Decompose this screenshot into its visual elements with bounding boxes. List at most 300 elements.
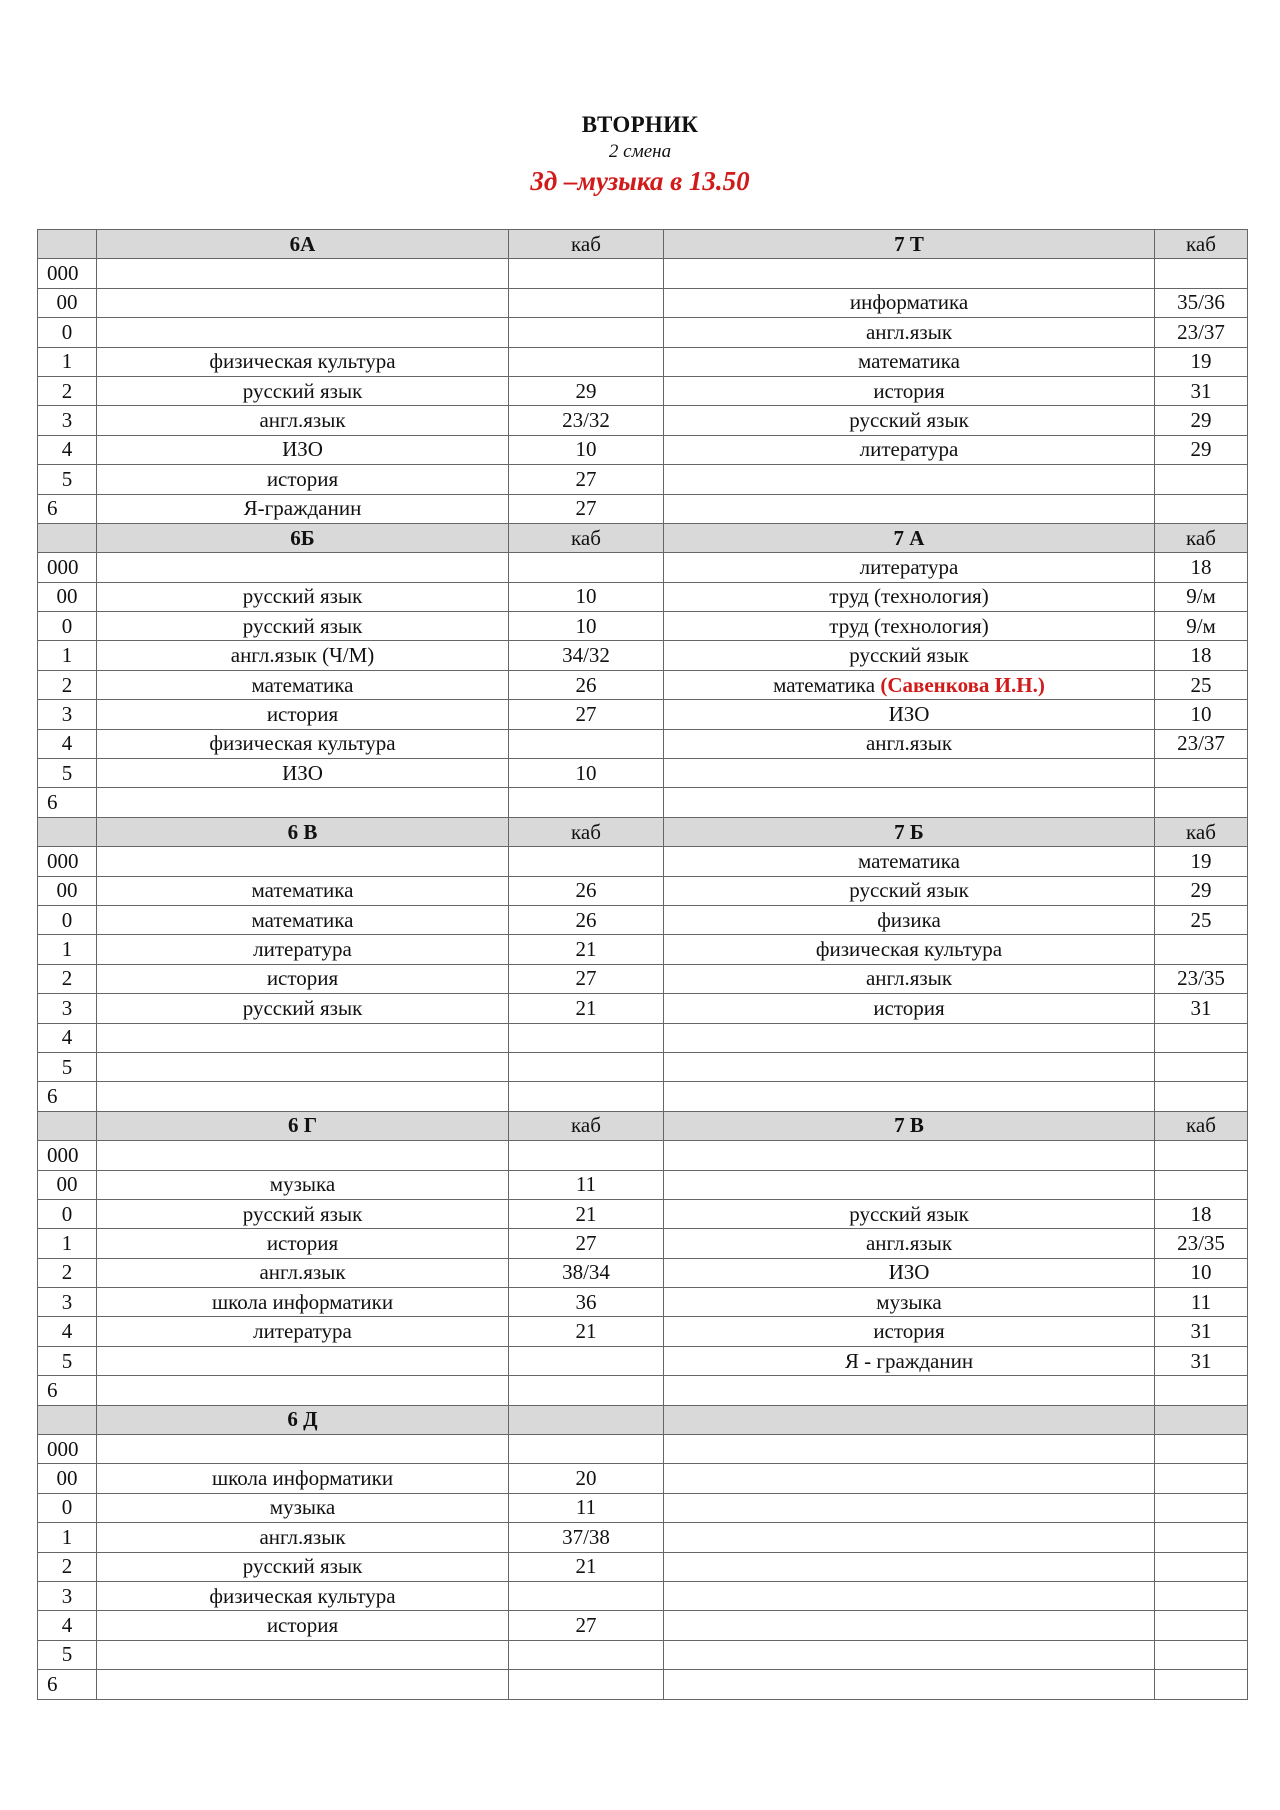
right-room xyxy=(1155,1523,1248,1552)
left-room: 10 xyxy=(509,759,664,788)
right-subject-text: физическая культура xyxy=(815,937,1003,962)
table-row xyxy=(38,612,1248,641)
table-row xyxy=(38,1581,1248,1610)
right-room xyxy=(1155,1376,1248,1405)
table-row xyxy=(38,1523,1248,1552)
left-subject: литература xyxy=(97,1317,509,1346)
left-room: 21 xyxy=(509,994,664,1023)
right-room: 31 xyxy=(1155,1346,1248,1375)
period-number: 4 xyxy=(38,1317,97,1346)
period-number: 000 xyxy=(38,1435,97,1464)
left-room xyxy=(509,729,664,758)
period-number: 6 xyxy=(38,788,97,817)
period-header-empty xyxy=(38,817,97,846)
table-row xyxy=(38,1376,1248,1405)
right-room: 18 xyxy=(1155,1199,1248,1228)
teacher-note: (Савенкова И.Н.) xyxy=(880,672,1045,697)
right-subject xyxy=(664,1082,1155,1111)
table-row xyxy=(38,1052,1248,1081)
period-number: 1 xyxy=(38,1229,97,1258)
left-subject xyxy=(97,1376,509,1405)
right-subject xyxy=(664,1552,1155,1581)
right-room: 10 xyxy=(1155,1258,1248,1287)
table-row xyxy=(38,406,1248,435)
right-class-name: 7 А xyxy=(664,523,1155,552)
right-room: 31 xyxy=(1155,1317,1248,1346)
table-row xyxy=(38,1141,1248,1170)
period-number: 5 xyxy=(38,759,97,788)
right-room-header: каб xyxy=(1155,523,1248,552)
right-room xyxy=(1155,1170,1248,1199)
right-subject xyxy=(664,641,1155,670)
left-subject: история xyxy=(97,465,509,494)
left-room xyxy=(509,1640,664,1669)
period-number: 5 xyxy=(38,1346,97,1375)
table-row xyxy=(38,1493,1248,1522)
right-subject xyxy=(664,1141,1155,1170)
right-room: 9/м xyxy=(1155,582,1248,611)
right-subject xyxy=(664,1464,1155,1493)
left-subject: история xyxy=(97,964,509,993)
period-number: 00 xyxy=(38,876,97,905)
right-subject-text: музыка xyxy=(876,1289,942,1314)
table-row xyxy=(38,1317,1248,1346)
left-subject: русский язык xyxy=(97,994,509,1023)
left-subject: музыка xyxy=(97,1170,509,1199)
right-room xyxy=(1155,1670,1248,1699)
right-subject xyxy=(664,729,1155,758)
left-subject: физическая культура xyxy=(97,347,509,376)
right-room xyxy=(1155,1435,1248,1464)
right-subject xyxy=(664,347,1155,376)
right-room: 18 xyxy=(1155,553,1248,582)
table-row xyxy=(38,1552,1248,1581)
table-row xyxy=(38,905,1248,934)
left-subject: русский язык xyxy=(97,1199,509,1228)
right-subject xyxy=(664,318,1155,347)
right-room: 25 xyxy=(1155,670,1248,699)
left-room xyxy=(509,1435,664,1464)
period-number: 3 xyxy=(38,406,97,435)
table-row xyxy=(38,1670,1248,1699)
left-room: 10 xyxy=(509,582,664,611)
right-room-header: каб xyxy=(1155,230,1248,259)
left-subject xyxy=(97,1082,509,1111)
left-subject xyxy=(97,847,509,876)
period-number: 2 xyxy=(38,1552,97,1581)
table-row xyxy=(38,318,1248,347)
right-subject-text: англ.язык xyxy=(865,1230,953,1255)
left-room: 20 xyxy=(509,1464,664,1493)
class-header-row xyxy=(38,1405,1248,1434)
right-subject-text: англ.язык xyxy=(865,966,953,991)
right-room xyxy=(1155,1464,1248,1493)
left-room xyxy=(509,1141,664,1170)
right-subject xyxy=(664,465,1155,494)
class-header-row xyxy=(38,230,1248,259)
table-row xyxy=(38,1082,1248,1111)
right-subject xyxy=(664,1052,1155,1081)
left-subject: школа информатики xyxy=(97,1288,509,1317)
right-room xyxy=(1155,788,1248,817)
table-row xyxy=(38,1435,1248,1464)
left-room xyxy=(509,1670,664,1699)
left-room: 27 xyxy=(509,700,664,729)
right-subject xyxy=(664,1170,1155,1199)
right-subject-text: труд (технология) xyxy=(829,613,989,638)
left-room-header xyxy=(509,1405,664,1434)
left-subject: Я-гражданин xyxy=(97,494,509,523)
right-subject xyxy=(664,1346,1155,1375)
left-subject xyxy=(97,1640,509,1669)
right-subject xyxy=(664,759,1155,788)
table-row xyxy=(38,1023,1248,1052)
left-subject: школа информатики xyxy=(97,1464,509,1493)
left-room xyxy=(509,553,664,582)
right-room xyxy=(1155,1552,1248,1581)
right-subject xyxy=(664,1288,1155,1317)
left-subject: русский язык xyxy=(97,1552,509,1581)
left-subject: история xyxy=(97,1611,509,1640)
left-room xyxy=(509,847,664,876)
left-subject: история xyxy=(97,700,509,729)
period-number: 2 xyxy=(38,1258,97,1287)
right-subject xyxy=(664,612,1155,641)
right-room: 35/36 xyxy=(1155,288,1248,317)
right-room: 18 xyxy=(1155,641,1248,670)
right-room xyxy=(1155,1611,1248,1640)
right-subject xyxy=(664,1258,1155,1287)
right-subject-text: история xyxy=(873,1319,945,1344)
right-subject xyxy=(664,905,1155,934)
schedule-table xyxy=(37,229,1248,1700)
right-subject xyxy=(664,1493,1155,1522)
left-class-name: 6Б xyxy=(97,523,509,552)
right-subject-text: Я - гражданин xyxy=(844,1348,974,1373)
shift-subtitle: 2 смена xyxy=(608,141,672,162)
left-room xyxy=(509,347,664,376)
table-row xyxy=(38,288,1248,317)
right-subject xyxy=(664,935,1155,964)
period-number: 000 xyxy=(38,553,97,582)
left-subject: музыка xyxy=(97,1493,509,1522)
right-room xyxy=(1155,1082,1248,1111)
left-room-header: каб xyxy=(509,230,664,259)
left-class-name: 6 В xyxy=(97,817,509,846)
left-room xyxy=(509,1082,664,1111)
left-room xyxy=(509,1346,664,1375)
table-row xyxy=(38,553,1248,582)
right-subject xyxy=(664,1199,1155,1228)
left-room: 34/32 xyxy=(509,641,664,670)
right-room: 29 xyxy=(1155,876,1248,905)
left-class-name: 6 Г xyxy=(97,1111,509,1140)
period-number: 00 xyxy=(38,288,97,317)
left-room xyxy=(509,1581,664,1610)
left-room-header: каб xyxy=(509,817,664,846)
left-room: 21 xyxy=(509,1199,664,1228)
right-class-name: 7 Б xyxy=(664,817,1155,846)
period-number: 0 xyxy=(38,612,97,641)
period-number: 0 xyxy=(38,1493,97,1522)
right-subject xyxy=(664,1523,1155,1552)
right-subject-text: история xyxy=(873,995,945,1020)
right-subject xyxy=(664,1670,1155,1699)
right-subject-text: математика xyxy=(858,848,960,873)
left-room: 38/34 xyxy=(509,1258,664,1287)
left-subject xyxy=(97,1052,509,1081)
page-title: ВТОРНИК xyxy=(581,112,699,137)
left-subject: ИЗО xyxy=(97,435,509,464)
left-room xyxy=(509,1052,664,1081)
left-room: 26 xyxy=(509,670,664,699)
period-number: 1 xyxy=(38,1523,97,1552)
left-subject xyxy=(97,1346,509,1375)
left-subject: история xyxy=(97,1229,509,1258)
table-row xyxy=(38,376,1248,405)
table-row xyxy=(38,1346,1248,1375)
left-room: 27 xyxy=(509,465,664,494)
left-subject xyxy=(97,553,509,582)
left-room xyxy=(509,1376,664,1405)
right-subject xyxy=(664,1581,1155,1610)
right-subject-text: литература xyxy=(859,437,959,462)
right-subject xyxy=(664,788,1155,817)
right-subject-text: ИЗО xyxy=(888,701,930,726)
left-subject: англ.язык xyxy=(97,1258,509,1287)
table-row xyxy=(38,1611,1248,1640)
right-subject xyxy=(664,700,1155,729)
left-subject xyxy=(97,1141,509,1170)
period-number: 0 xyxy=(38,905,97,934)
period-number: 1 xyxy=(38,347,97,376)
left-room: 21 xyxy=(509,1552,664,1581)
left-room: 36 xyxy=(509,1288,664,1317)
left-subject xyxy=(97,788,509,817)
right-subject xyxy=(664,553,1155,582)
table-row xyxy=(38,494,1248,523)
period-header-empty xyxy=(38,1111,97,1140)
right-subject-text: русский язык xyxy=(849,878,969,903)
table-row xyxy=(38,788,1248,817)
table-row xyxy=(38,1258,1248,1287)
left-room-header: каб xyxy=(509,523,664,552)
right-subject xyxy=(664,1611,1155,1640)
left-room: 26 xyxy=(509,905,664,934)
period-number: 2 xyxy=(38,670,97,699)
period-number: 3 xyxy=(38,700,97,729)
left-room xyxy=(509,318,664,347)
table-row xyxy=(38,1199,1248,1228)
class-header-row xyxy=(38,817,1248,846)
table-row xyxy=(38,847,1248,876)
left-room: 11 xyxy=(509,1170,664,1199)
right-room-header: каб xyxy=(1155,817,1248,846)
left-room xyxy=(509,1023,664,1052)
table-row xyxy=(38,964,1248,993)
period-number: 6 xyxy=(38,1670,97,1699)
table-row xyxy=(38,700,1248,729)
table-row xyxy=(38,876,1248,905)
right-room: 29 xyxy=(1155,435,1248,464)
right-subject xyxy=(664,259,1155,288)
right-subject xyxy=(664,847,1155,876)
right-subject-text: русский язык xyxy=(849,1201,969,1226)
right-subject xyxy=(664,670,1155,699)
left-room: 26 xyxy=(509,876,664,905)
right-room: 31 xyxy=(1155,376,1248,405)
left-subject: англ.язык xyxy=(97,406,509,435)
right-room xyxy=(1155,1023,1248,1052)
period-number: 4 xyxy=(38,1611,97,1640)
left-subject xyxy=(97,318,509,347)
right-room: 9/м xyxy=(1155,612,1248,641)
right-room-header: каб xyxy=(1155,1111,1248,1140)
left-subject: математика xyxy=(97,905,509,934)
period-number: 6 xyxy=(38,494,97,523)
left-subject: русский язык xyxy=(97,582,509,611)
right-subject xyxy=(664,1435,1155,1464)
table-row xyxy=(38,670,1248,699)
left-room: 21 xyxy=(509,935,664,964)
right-subject xyxy=(664,435,1155,464)
left-subject xyxy=(97,1435,509,1464)
right-room: 11 xyxy=(1155,1288,1248,1317)
right-subject-text: ИЗО xyxy=(888,1260,930,1285)
period-number: 4 xyxy=(38,1023,97,1052)
right-room-header xyxy=(1155,1405,1248,1434)
right-room: 29 xyxy=(1155,406,1248,435)
period-number: 00 xyxy=(38,582,97,611)
left-subject: математика xyxy=(97,876,509,905)
table-row xyxy=(38,259,1248,288)
period-number: 4 xyxy=(38,729,97,758)
right-room: 25 xyxy=(1155,905,1248,934)
period-number: 3 xyxy=(38,994,97,1023)
left-room xyxy=(509,288,664,317)
left-subject: физическая культура xyxy=(97,729,509,758)
left-room: 27 xyxy=(509,1229,664,1258)
left-subject: русский язык xyxy=(97,376,509,405)
right-subject-text: история xyxy=(873,378,945,403)
right-room: 23/35 xyxy=(1155,964,1248,993)
left-room: 10 xyxy=(509,435,664,464)
right-room: 23/35 xyxy=(1155,1229,1248,1258)
right-room xyxy=(1155,1141,1248,1170)
right-subject xyxy=(664,582,1155,611)
right-subject xyxy=(664,406,1155,435)
period-number: 5 xyxy=(38,1640,97,1669)
music-note: 3д –музыка в 13.50 xyxy=(530,166,750,196)
left-class-name: 6 Д xyxy=(97,1405,509,1434)
left-subject: англ.язык xyxy=(97,1523,509,1552)
right-class-name: 7 В xyxy=(664,1111,1155,1140)
right-subject-text: физика xyxy=(877,907,941,932)
table-row xyxy=(38,465,1248,494)
class-header-row xyxy=(38,1111,1248,1140)
table-row xyxy=(38,1170,1248,1199)
left-subject xyxy=(97,288,509,317)
right-room: 10 xyxy=(1155,700,1248,729)
period-number: 000 xyxy=(38,259,97,288)
right-class-name xyxy=(664,1405,1155,1434)
right-subject xyxy=(664,1376,1155,1405)
period-number: 1 xyxy=(38,641,97,670)
period-number: 0 xyxy=(38,1199,97,1228)
left-room: 37/38 xyxy=(509,1523,664,1552)
period-header-empty xyxy=(38,230,97,259)
right-subject xyxy=(664,1023,1155,1052)
period-header-empty xyxy=(38,1405,97,1434)
table-row xyxy=(38,1288,1248,1317)
schedule-body xyxy=(38,230,1248,1700)
left-subject: англ.язык (Ч/М) xyxy=(97,641,509,670)
right-room: 19 xyxy=(1155,847,1248,876)
right-subject-text: математика xyxy=(858,349,960,374)
right-subject-text: русский язык xyxy=(849,408,969,433)
period-number: 6 xyxy=(38,1082,97,1111)
left-subject: русский язык xyxy=(97,612,509,641)
left-subject: ИЗО xyxy=(97,759,509,788)
table-row xyxy=(38,582,1248,611)
right-subject xyxy=(664,994,1155,1023)
left-subject xyxy=(97,1670,509,1699)
table-row xyxy=(38,729,1248,758)
right-subject xyxy=(664,288,1155,317)
right-room xyxy=(1155,1581,1248,1610)
period-number: 0 xyxy=(38,318,97,347)
right-subject xyxy=(664,376,1155,405)
right-room xyxy=(1155,494,1248,523)
left-room: 10 xyxy=(509,612,664,641)
right-subject-text: русский язык xyxy=(849,643,969,668)
right-subject xyxy=(664,876,1155,905)
left-room xyxy=(509,788,664,817)
period-number: 3 xyxy=(38,1581,97,1610)
left-subject: литература xyxy=(97,935,509,964)
right-subject xyxy=(664,1317,1155,1346)
right-subject-text: математика xyxy=(773,672,876,697)
right-subject xyxy=(664,494,1155,523)
right-room xyxy=(1155,465,1248,494)
period-number: 6 xyxy=(38,1376,97,1405)
right-room xyxy=(1155,259,1248,288)
right-room xyxy=(1155,759,1248,788)
left-class-name: 6А xyxy=(97,230,509,259)
right-subject-text: информатика xyxy=(849,290,969,315)
right-subject-text: труд (технология) xyxy=(829,584,989,609)
right-room xyxy=(1155,1493,1248,1522)
right-subject-text: англ.язык xyxy=(865,731,953,756)
left-room: 27 xyxy=(509,494,664,523)
left-room: 21 xyxy=(509,1317,664,1346)
table-row xyxy=(38,1464,1248,1493)
period-header-empty xyxy=(38,523,97,552)
period-number: 5 xyxy=(38,465,97,494)
left-room: 11 xyxy=(509,1493,664,1522)
period-number: 000 xyxy=(38,847,97,876)
table-row xyxy=(38,759,1248,788)
right-subject xyxy=(664,964,1155,993)
table-row xyxy=(38,641,1248,670)
table-row xyxy=(38,1640,1248,1669)
table-row xyxy=(38,1229,1248,1258)
period-number: 2 xyxy=(38,376,97,405)
right-room xyxy=(1155,1052,1248,1081)
table-row xyxy=(38,435,1248,464)
right-subject xyxy=(664,1640,1155,1669)
left-room: 29 xyxy=(509,376,664,405)
